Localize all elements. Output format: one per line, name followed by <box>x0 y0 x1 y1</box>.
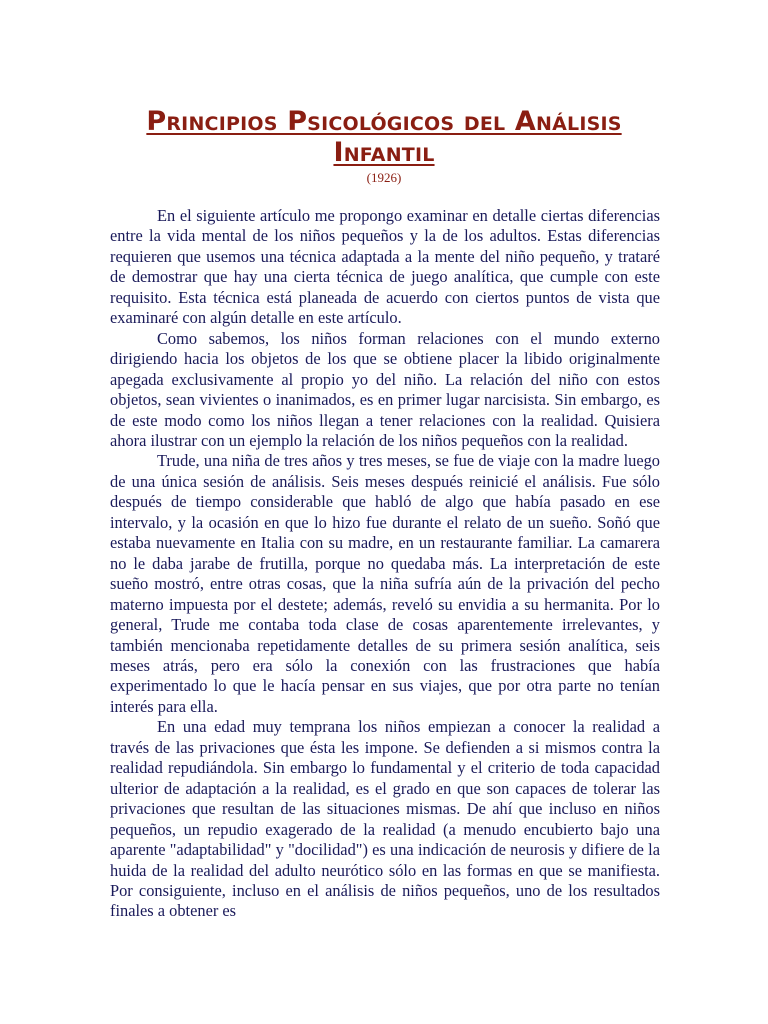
document-year: (1926) <box>366 170 402 185</box>
paragraph: Trude, una niña de tres años y tres meses, se fue de viaje con la madre luego de una única sesión de análisis. Seis meses después reinicié el análisis. Fue sólo después de tiempo considerable que habló de algo que había pasado en ese intervalo, y la ocasión en que lo hizo fue durante el relato de un sueño. Soñó que estaba nuevamente en Italia con su madre, en un restaurante familiar. La camarera no le daba jarabe de frutilla, porque no quedaba más. La interpretación de este sueño mostró, entre otras cosas, que la niña sufría aún de la privación del pecho materno impuesta por el destete; además, reveló su envidia a su hermanita. Por lo general, Trude me contaba toda clase de cosas aparentemente irrelevantes, y también mencionaba repetidamente detalles de su primera sesión analítica, seis meses atrás, pero era sólo la conexión con las frustraciones que había experimentado lo que le hacía pensar en sus viajes, que por otra parte no tenían interés para ella. <box>110 451 660 716</box>
paragraph: Como sabemos, los niños forman relaciones con el mundo externo dirigiendo hacia los objetos de los que se obtiene placer la libido originalmente apegada exclusivamente al propio yo del niño. La relación del niño con estos objetos, sean vivientes o inanimados, es en primer lugar narcisista. Sin embargo, es de este modo como los niños llegan a tener relaciones con la realidad. Quisiera ahora ilustrar con un ejemplo la relación de los niños pequeños con la realidad. <box>110 328 660 450</box>
paragraph: En el siguiente artículo me propongo examinar en detalle ciertas diferencias entre la vida mental de los niños pequeños y la de los adultos. Estas diferencias requieren que usemos una técnica adaptada a la mente del niño pequeño, y trataré de demostrar que hay una cierta técnica de juego analítica, que cumple con este requisito. Esta técnica está planeada de acuerdo con ciertos puntos de vista que examinaré con algún detalle en este artículo. <box>110 206 660 328</box>
document-title: Principios Psicológicos del Análisis Infantil <box>146 106 622 168</box>
document-body <box>110 206 660 922</box>
paragraph: En una edad muy temprana los niños empiezan a conocer la realidad a través de las privaciones que ésta les impone. Se defienden a si mismos contra la realidad repudiándola. Sin embargo lo fundamental y el criterio de toda capacidad ulterior de adaptación a la realidad, es el grado en que son capaces de tolerar las privaciones que resultan de las situaciones mismas. De ahí que incluso en niños pequeños, un repudio exagerado de la realidad (a menudo encubierto bajo una aparente "adaptabilidad" y "docilidad") es una indicación de neurosis y difiere de la huida de la realidad del adulto neurótico sólo en las formas en que se manifiesta. Por consiguiente, incluso en el análisis de niños pequeños, uno de los resultados finales a obtener es <box>110 717 660 921</box>
